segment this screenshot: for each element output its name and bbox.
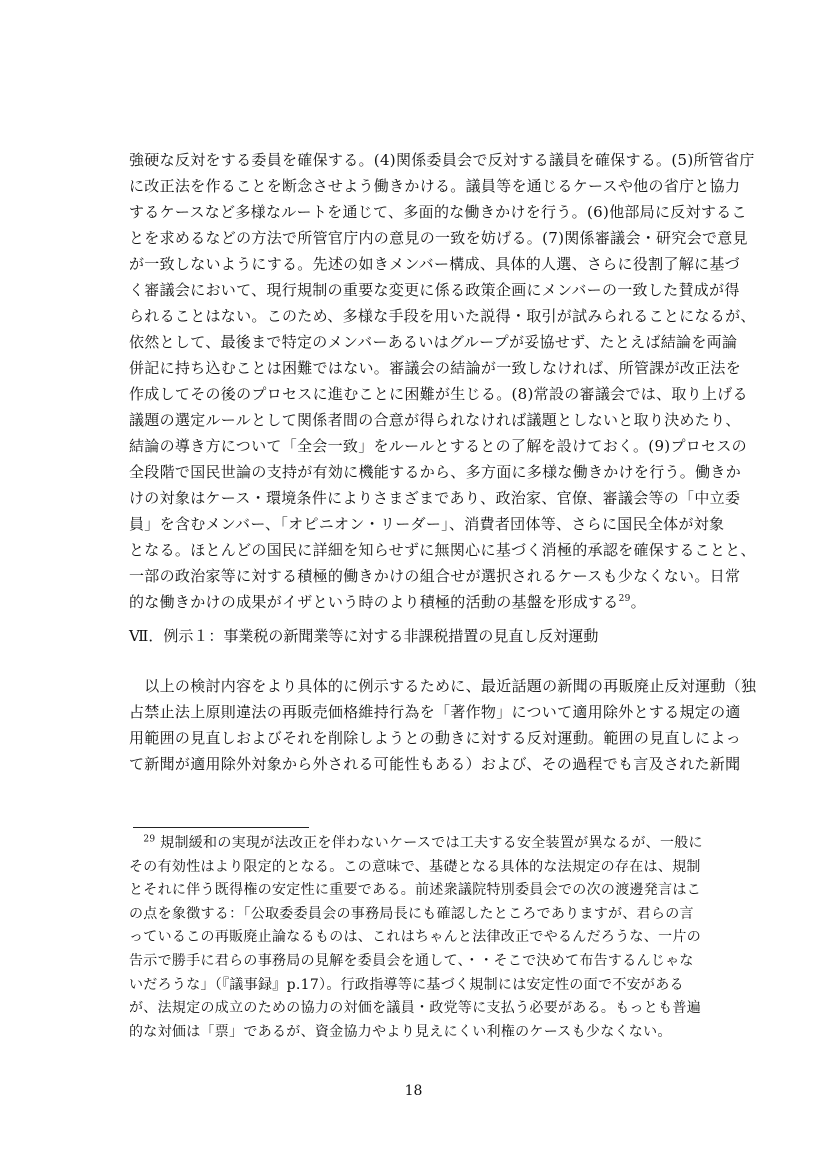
text-line: が一致しないようにする。先述の如きメンバー構成、具体的人選、さらに役割了解に基づ bbox=[129, 255, 740, 273]
footnote-line: 告示で勝手に君らの事務局の見解を委員会を通して、・・そこで決めて布告するんじゃな bbox=[129, 952, 694, 969]
text-line: けの対象はケース・環境条件によりさまざまであり、政治家、官僚、審議会等の「中立委 bbox=[129, 489, 741, 507]
section-paragraph bbox=[129, 673, 757, 777]
text-line: 用範囲の見直しおよびそれを削除しようとの動きに対する反対運動。範囲の見直しによっ bbox=[129, 729, 742, 747]
text-line: とを求めるなどの方法で所管官庁内の意見の一致を妨げる。(7)関係審議会・研究会で意見 bbox=[129, 229, 748, 247]
footnote-first-line bbox=[129, 832, 741, 856]
text-line: 占禁止法上原則違法の再販売価格維持行為を「著作物」について適用除外とする規定の適 bbox=[129, 703, 741, 721]
footnote-line: の点を象徴する：「公取委委員会の事務局長にも確認したところでありますが、君らの言 bbox=[129, 905, 694, 922]
text-line: するケースなど多様なルートを通じて、多面的な働きかけを行う。(6)他部局に反対するこ bbox=[129, 203, 747, 221]
text-line: 強硬な反対をする委員を確保する。(4)関係委員会で反対する議員を確保する。(5)所管省庁 bbox=[129, 151, 755, 169]
footnote bbox=[129, 832, 741, 1044]
footnote-divider bbox=[133, 827, 309, 828]
footnote-line: が、法規定の成立のための協力の対価を議員・政党等に支払う必要がある。もっとも普遍 bbox=[129, 1000, 701, 1017]
text-line: 一部の政治家等に対する積極的働きかけの組合せが選択されるケースも少なくない。日常 bbox=[129, 567, 741, 585]
text-line: て新聞が適用除外対象から外される可能性もある）および、その過程でも言及された新聞 bbox=[129, 755, 741, 773]
text-line: 議題の選定ルールとして関係者間の合意が得られなければ議題としないと取り決めたり、 bbox=[129, 411, 741, 429]
text-line: られることはない。このため、多様な手段を用いた説得・取引が試みられることになるが、 bbox=[129, 307, 756, 325]
footnote-line: 的な対価は「票」であるが、資金協力やより見えにくい利権のケースも少なくない。 bbox=[129, 1023, 672, 1040]
text-line: となる。ほとんどの国民に詳細を知らせずに無関心に基づく消極的承認を確保することと、 bbox=[129, 541, 756, 559]
footnote-line: その有効性はより限定的となる。この意味で、基礎となる具体的な法規定の存在は、規制 bbox=[129, 858, 701, 875]
footnote-number: 29 bbox=[143, 834, 156, 845]
sentence-end: 。 bbox=[630, 593, 646, 611]
text-line: 全段階で国民世論の支持が有効に機能するから、多方面に多様な働きかけを行う。働きか bbox=[129, 463, 742, 481]
text-line: く審議会において、現行規制の重要な変更に係る政策企画にメンバーの一致した賛成が得 bbox=[129, 281, 740, 299]
footnote-text: 規制緩和の実現が法改正を伴わないケースでは工夫する安全装置が異なるが、一般に bbox=[160, 835, 703, 851]
text-line: 作成してその後のプロセスに進むことに困難が生じる。(8)常設の審議会では、取り上げる bbox=[129, 385, 748, 403]
text-line: 併記に持ち込むことは困難ではない。審議会の結論が一致しなければ、所管課が改正法を bbox=[129, 359, 742, 377]
text-line: に改正法を作ることを断念させよう働きかける。議員等を通じるケースや他の省庁と協力 bbox=[129, 177, 741, 195]
text-line: 結論の導き方について「全会一致」をルールとするとの了解を設けておく。(9)プロセスの bbox=[129, 437, 747, 455]
body-paragraph bbox=[129, 147, 756, 615]
text-line: 員」を含むメンバー、「オピニオン・リーダー」、消費者団体等、さらに国民全体が対象 bbox=[129, 515, 725, 533]
footnote-line: いだろうな」（『議事録』p.17）。行政指導等に基づく規制には安定性の面で不安がある bbox=[129, 976, 684, 993]
text-line-last bbox=[129, 589, 741, 615]
footnote-ref[interactable]: 29 bbox=[618, 594, 631, 604]
text-line: 以上の検討内容をより具体的に例示するために、最近話題の新聞の再販廃止反対運動（独 bbox=[129, 677, 757, 695]
section-heading: Ⅶ．例示１：事業税の新聞業等に対する非課税措置の見直し反対運動 bbox=[129, 627, 599, 645]
text-line: 依然として、最後まで特定のメンバーあるいはグループが妥協せず、たとえば結論を両論 bbox=[129, 333, 738, 351]
text-line-content: 的な働きかけの成果がイザという時のより積極的活動の基盤を形成する bbox=[129, 593, 619, 611]
footnote-line: とそれに伴う既得権の安定性に重要である。前述衆議院特別委員会での次の渡邊発言はこ bbox=[129, 882, 701, 899]
footnote-line: っているこの再販廃止論なるものは、これはちゃんと法律改正でやるんだろうな、一片の bbox=[129, 929, 701, 946]
page-number: 18 bbox=[404, 1083, 423, 1099]
